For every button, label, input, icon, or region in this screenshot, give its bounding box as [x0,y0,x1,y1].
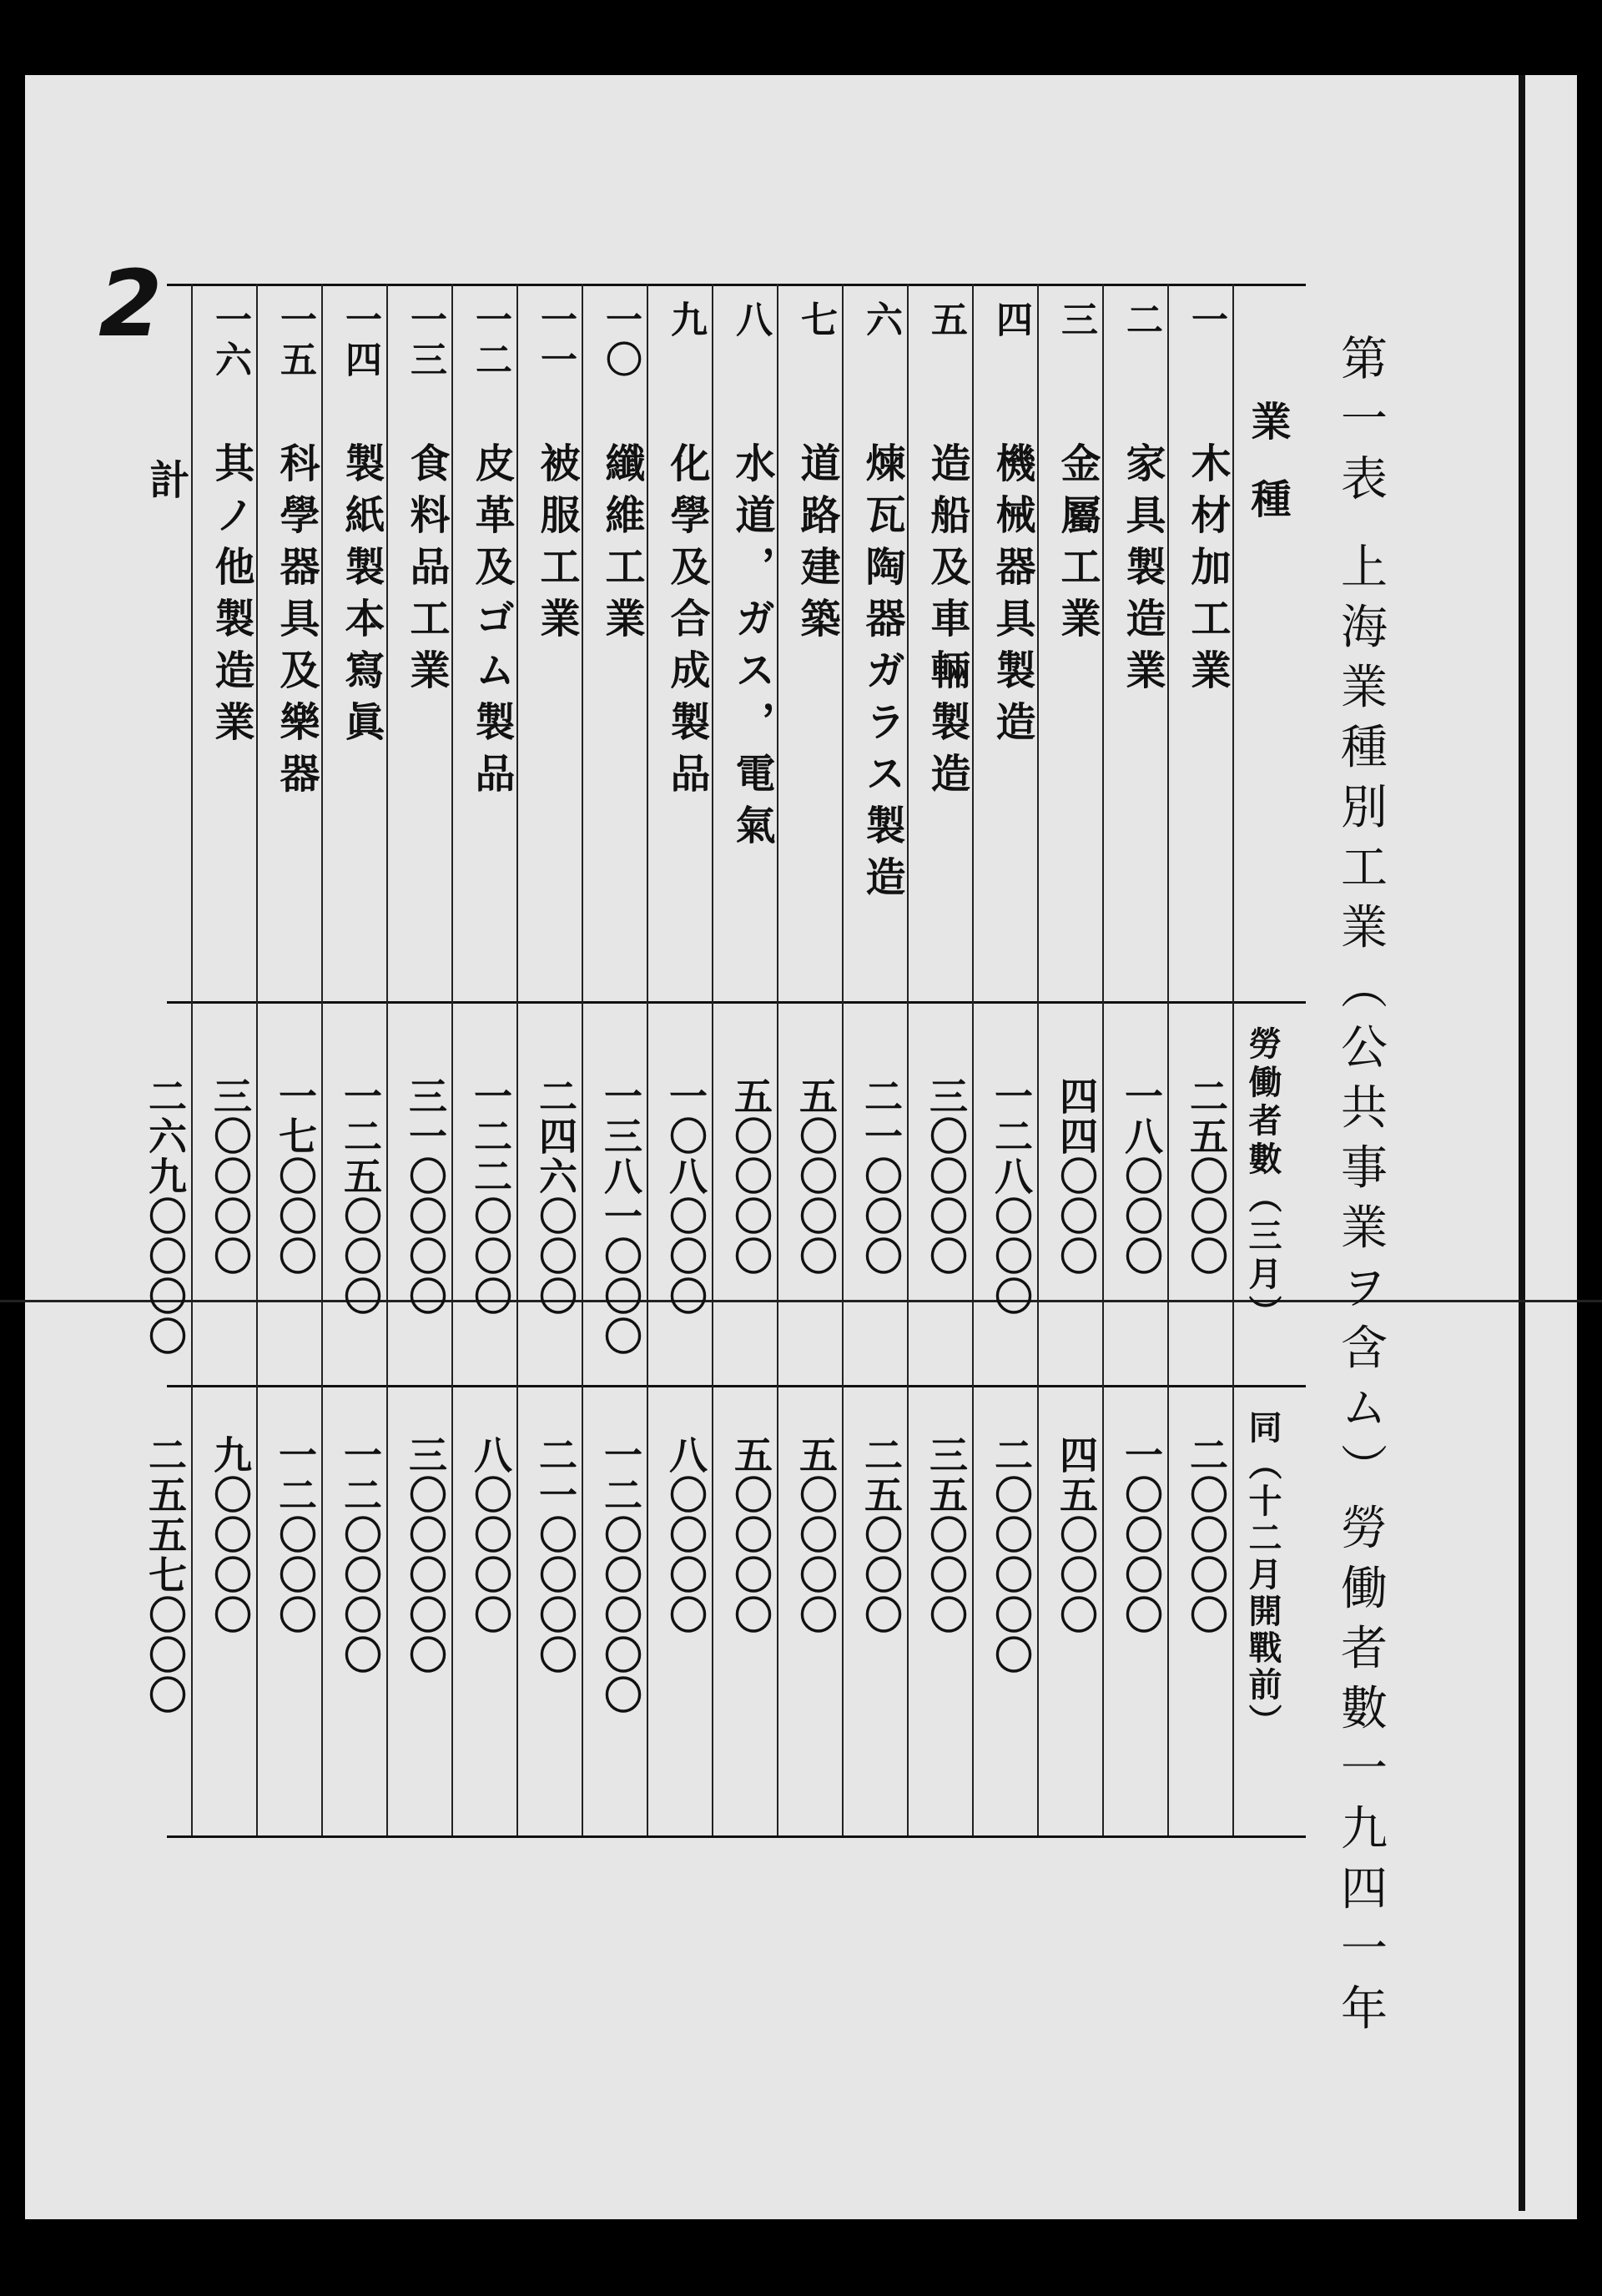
industry-name: 機械器具製造 [989,442,1035,753]
row-number: 三 [1055,300,1097,340]
total-label: 計 [143,459,189,511]
industry-name: 皮革及ゴム製品 [468,442,515,804]
total-december: 二五五七〇〇〇 [143,1435,188,1715]
table-rule-1 [167,1001,1306,1004]
table-rule-3 [167,1835,1306,1838]
total-march: 二六九〇〇〇〇 [143,1076,188,1357]
row-number: 四 [990,300,1032,340]
workers-december: 五〇〇〇〇 [793,1435,839,1635]
workers-march: 一二五〇〇〇 [338,1076,383,1317]
row-number: 一三 [404,300,446,380]
row-number: 一二 [469,300,511,380]
workers-march: 四四〇〇〇 [1054,1076,1099,1276]
workers-december: 九〇〇〇〇 [208,1435,253,1635]
industry-name: 水道，ガス，電氣 [728,442,775,856]
workers-march: 五〇〇〇〇 [728,1076,773,1276]
workers-december: 三〇〇〇〇〇 [403,1435,448,1675]
page-number: 2 [98,250,163,357]
workers-december: 八〇〇〇〇 [663,1435,708,1635]
workers-march: 三一〇〇〇〇 [403,1076,448,1317]
workers-december: 四五〇〇〇 [1054,1435,1099,1635]
workers-march: 三〇〇〇〇 [208,1076,253,1276]
table-rule-2 [167,1385,1306,1387]
workers-march: 一七〇〇〇 [273,1076,318,1276]
header-march: 勞働者數（三月） [1243,1026,1282,1333]
workers-march: 一八〇〇〇 [1119,1076,1164,1276]
row-number: 一五 [274,300,316,380]
row-number: 一〇 [599,300,642,380]
workers-december: 二一〇〇〇〇 [533,1435,578,1675]
workers-december: 一〇〇〇〇 [1119,1435,1164,1635]
workers-december: 二〇〇〇〇〇 [989,1435,1034,1675]
row-number: 八 [729,300,772,340]
industry-name: 科學器具及樂器 [273,442,320,804]
row-number: 六 [859,300,902,340]
page-edge-line [1519,75,1525,2211]
workers-march: 五〇〇〇〇 [793,1076,839,1276]
workers-march: 二五〇〇〇 [1184,1076,1229,1276]
workers-december: 五〇〇〇〇 [728,1435,773,1635]
workers-december: 一二〇〇〇 [273,1435,318,1635]
industry-name: 木材加工業 [1184,442,1231,701]
industry-name: 食料品工業 [403,442,450,701]
table-rule-0 [167,284,1306,286]
industry-name: 其ノ他製造業 [208,442,254,753]
industry-name: 家具製造業 [1119,442,1166,701]
row-number: 七 [794,300,837,340]
row-number: 一一 [534,300,577,380]
workers-march: 二四六〇〇〇 [533,1076,578,1317]
header-december: 同（十二月開戰前） [1243,1410,1282,1740]
industry-name: 化學及合成製品 [663,442,710,804]
row-number: 五 [924,300,967,340]
industry-name: 製紙製本寫眞 [338,442,385,753]
table-title: 第一表 上海業種別工業（公共事業ヲ含ム）勞働者數一九四一年 [1333,334,1388,2044]
row-number: 二 [1120,300,1162,340]
row-number: 一 [1185,300,1227,340]
row-number: 一六 [209,300,251,380]
workers-december: 二五〇〇〇 [859,1435,904,1635]
workers-december: 八〇〇〇〇 [468,1435,513,1635]
header-industry: 業 種 [1244,400,1291,530]
industry-name: 被服工業 [533,442,580,649]
workers-march: 一三八一〇〇〇 [598,1076,643,1357]
workers-march: 一二八〇〇〇 [989,1076,1034,1317]
industry-name: 纖維工業 [598,442,645,649]
workers-december: 二〇〇〇〇 [1184,1435,1229,1635]
row-number: 九 [664,300,707,340]
workers-december: 一二〇〇〇〇〇 [598,1435,643,1715]
industry-name: 造船及車輛製造 [924,442,970,804]
workers-december: 三五〇〇〇 [924,1435,969,1635]
workers-march: 三〇〇〇〇 [924,1076,969,1276]
workers-december: 一二〇〇〇〇 [338,1435,383,1675]
industry-workers-table [143,284,1306,1835]
industry-name: 煉瓦陶器ガラス製造 [859,442,905,908]
workers-march: 二一〇〇〇 [859,1076,904,1276]
workers-march: 一二二〇〇〇 [468,1076,513,1317]
row-number: 一四 [339,300,381,380]
industry-name: 道路建築 [793,442,840,649]
industry-name: 金屬工業 [1054,442,1101,649]
workers-march: 一〇八〇〇〇 [663,1076,708,1317]
